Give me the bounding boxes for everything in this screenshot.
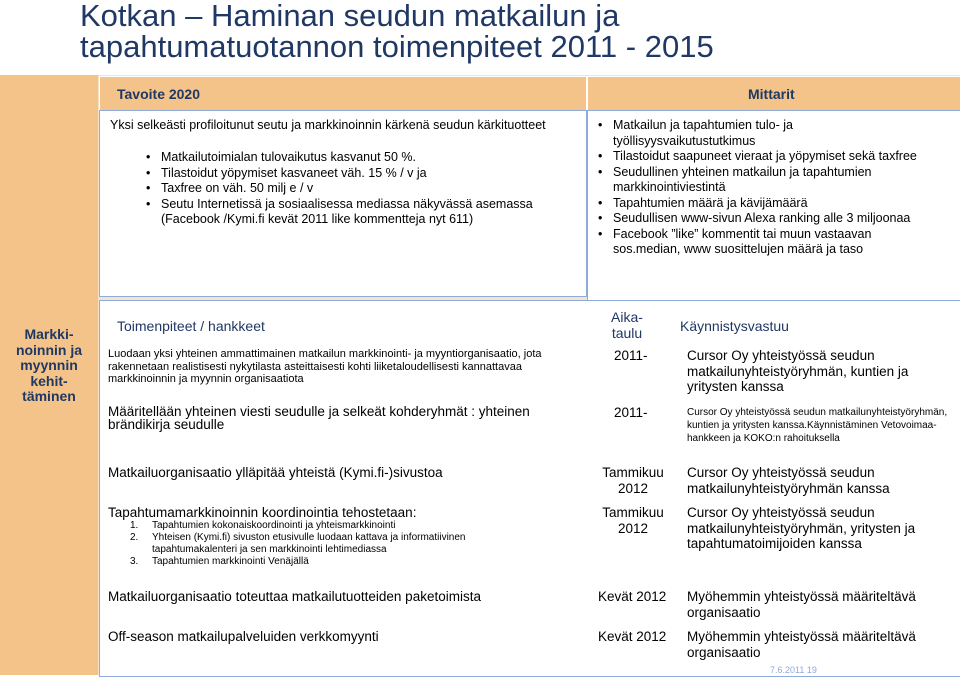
page-title <box>80 0 714 62</box>
action-text: Matkailuorganisaatio toteuttaa matkailutuotteiden paketoimista <box>108 589 481 604</box>
goal-bullet: • Tilastoidut yöpymiset kasvaneet väh. 15 % / v ja <box>143 166 553 182</box>
action-responsibility: Cursor Oy yhteistyössä seudun matkailunyhteistyöryhmän, kuntien ja yritysten kanssa.Käynnistäminen Vetovoimaa-hankkeen ja KOKO:n rahoituksella <box>687 407 948 444</box>
action-subitem <box>130 556 550 568</box>
goal-bullet: • Seutu Internetissä ja sosiaalisessa mediassa näkyvässä asemassa (Facebook /Kymi.fi kevät 2011 like kommentteja nyt 611) <box>143 197 553 228</box>
action-time: Tammikuu 2012 <box>602 505 664 536</box>
sidebar-label <box>0 327 98 405</box>
metric-bullet: • Seudullinen yhteinen matkailun ja tapahtumien markkinointiviestintä <box>595 165 925 196</box>
sub-number: 3. <box>130 556 139 567</box>
metric-bullet: • Seudullisen www-sivun Alexa ranking alle 3 miljoonaa <box>595 211 925 227</box>
metrics-header-label: Mittarit <box>748 86 795 102</box>
metric-bullet: • Tilastoidut saapuneet vieraat ja yöpymiset sekä taxfree <box>595 149 925 165</box>
action-text: Matkailuorganisaatio ylläpitää yhteistä (Kymi.fi-)sivustoa <box>108 465 443 480</box>
title-line-1: Kotkan – Haminan seudun matkailun ja <box>80 0 620 33</box>
action-time: 2011- <box>614 348 648 363</box>
metric-bullet: • Matkailun ja tapahtumien tulo- ja työllisyysvaikutustutkimus <box>595 118 925 149</box>
action-responsibility: Cursor Oy yhteistyössä seudun matkailunyhteistyöryhmän kanssa <box>687 465 890 496</box>
responsibility-column-header: Käynnistysvastuu <box>680 318 789 334</box>
action-time: Kevät 2012 <box>598 589 667 604</box>
action-responsibility: Cursor Oy yhteistyössä seudun matkailunyhteistyöryhmän, yritysten ja tapahtumatoimijoiden kanssa <box>687 505 916 551</box>
goal-header <box>99 76 587 111</box>
sub-text: Tapahtumien kokonaiskoordinointi ja yhteismarkkinointi <box>152 520 396 531</box>
action-responsibility: Myöhemmin yhteistyössä määriteltävä organisaatio <box>687 589 916 620</box>
sub-text: Yhteisen (Kymi.fi) sivuston etusivulle luodaan kattava ja informatiivinen tapahtumakalenteri ja sen markkinointi lehtimediassa <box>152 532 466 555</box>
footer: 7.6.2011 19 <box>770 665 817 675</box>
action-sublist <box>130 520 550 568</box>
sub-number: 2. <box>130 532 139 543</box>
schedule-column-header: Aika- taulu <box>611 309 643 341</box>
action-text: Tapahtumamarkkinoinnin koordinointia tehostetaan: <box>108 505 417 520</box>
sub-text: Tapahtumien markkinointi Venäjällä <box>152 556 309 567</box>
metric-bullet: • Tapahtumien määrä ja kävijämäärä <box>595 196 925 212</box>
action-subitem <box>130 520 550 532</box>
actions-box <box>99 300 960 677</box>
goal-header-label: Tavoite 2020 <box>117 86 201 102</box>
sub-number: 1. <box>130 520 139 531</box>
action-time: 2011- <box>614 405 648 420</box>
sidebar-label-line: täminen <box>22 388 76 404</box>
metric-bullet: • Facebook ”like” kommentit tai muun vastaavan sos.median, www suosittelujen määrä ja taso <box>595 227 925 258</box>
goal-intro: Yksi selkeästi profiloitunut seutu ja markkinoinnin kärkenä seudun kärkituotteet <box>110 118 546 132</box>
action-text: Off-season matkailupalveluiden verkkomyynti <box>108 629 379 644</box>
action-subitem <box>130 532 550 556</box>
action-time: Tammikuu 2012 <box>602 465 664 496</box>
action-responsibility: Cursor Oy yhteistyössä seudun matkailunyhteistyöryhmän, kuntien ja yritysten kanssa <box>687 348 909 394</box>
action-text: Luodaan yksi yhteinen ammattimainen matkailun markkinointi- ja myyntiorganisaatio, jota rakennetaan realistisesti nykytilasta asteittaisesti kohti liiketaloudellisesti kannattavaa markkinoinnin ja myynnin organisaatiota <box>108 348 542 385</box>
metrics-header <box>587 76 960 111</box>
goal-box <box>99 110 587 297</box>
title-line-2: tapahtumatuotannon toimenpiteet 2011 - 2015 <box>80 29 714 64</box>
sidebar-label-line: noinnin ja <box>15 341 83 358</box>
goal-bullets <box>143 150 553 228</box>
actions-header: Toimenpiteet / hankkeet <box>117 318 265 334</box>
sidebar-label-line: kehit- <box>30 372 68 389</box>
goal-bullet: • Matkailutoimialan tulovaikutus kasvanut 50 %. <box>143 150 553 166</box>
metrics-bullets <box>595 118 925 258</box>
action-text: Määritellään yhteinen viesti seudulle ja selkeät kohderyhmät : yhteinen brändikirja seudulle <box>108 404 530 432</box>
metrics-box <box>587 110 960 302</box>
sidebar-label-line: myynnin <box>20 357 78 373</box>
action-time: Kevät 2012 <box>598 629 667 644</box>
sidebar-label-line: Markki- <box>24 326 74 342</box>
goal-bullet: • Taxfree on väh. 50 milj e / v <box>143 181 553 197</box>
action-responsibility: Myöhemmin yhteistyössä määriteltävä organisaatio <box>687 629 916 660</box>
